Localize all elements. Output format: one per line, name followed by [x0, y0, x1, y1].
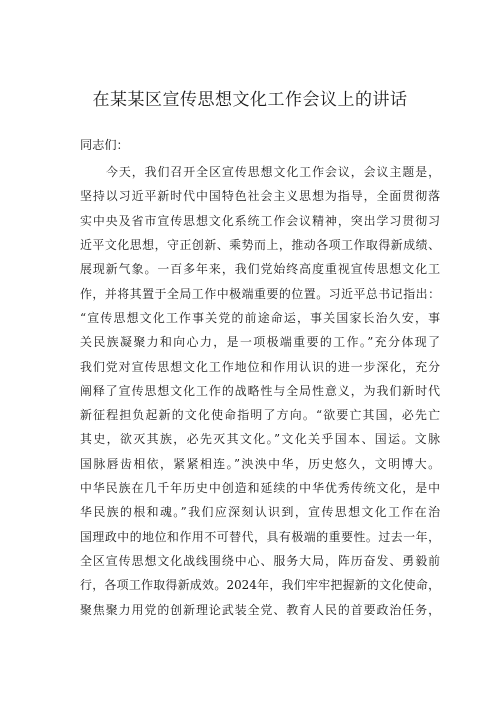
- text-line: 国脉唇齿相依，紧紧相连。”泱泱中华，历史悠久，文明博大。: [80, 456, 440, 471]
- text-line: 展现新气象。一百多年来，我们党始终高度重视宣传思想文化工: [80, 262, 440, 277]
- text-line: “宣传思想文化工作事关党的前途命运，事关国家长治久安，事: [80, 310, 440, 325]
- text-line: 坚持以习近平新时代中国特色社会主义思想为指导，全面贯彻落: [80, 189, 440, 204]
- text-line: 新征程担负起新的文化使命指明了方向。“欲要亡其国，必先亡: [80, 408, 440, 423]
- text-line: 作，并将其置于全局工作中极端重要的位置。习近平总书记指出：: [80, 286, 440, 301]
- text-line: 全区宣传思想文化战线围绕中心、服务大局，阵历奋发、勇毅前: [80, 554, 440, 568]
- text-line: 关民族凝聚力和向心力，是一项极端重要的工作。”充分体现了: [80, 335, 440, 350]
- greeting: 同志们：: [80, 138, 129, 152]
- text-line: 阐释了宣传思想文化工作的战略性与全局性意义，为我们新时代: [80, 383, 440, 398]
- text-line: 实中央及省市宣传思想文化系统工作会议精神，突出学习贯彻习: [80, 213, 440, 228]
- text-line: 我们党对宣传思想文化工作地位和作用认识的进一步深化，充分: [80, 359, 440, 374]
- text-line: 华民族的根和魂。”我们应深刻认识到，宣传思想文化工作在治: [80, 505, 440, 520]
- text-line: 中华民族在几千年历史中创造和延续的中华优秀传统文化，是中: [80, 481, 440, 496]
- text-line: 其史，欲灭其族，必先灭其文化。”文化关乎国本、国运。文脉: [80, 432, 440, 447]
- document-title: 在某某区宣传思想文化工作会议上的讲话: [92, 90, 408, 110]
- body-text: [80, 164, 440, 626]
- text-line: 近平文化思想，守正创新、乘势而上，推动各项工作取得新成绩、: [80, 237, 440, 252]
- text-line: 行，各项工作取得新成效。2024年，我们牢牢把握新的文化使命，: [80, 578, 440, 593]
- text-line: 聚焦聚力用党的创新理论武装全党、教育人民的首要政治任务，: [80, 602, 440, 617]
- text-line: 今天，我们召开全区宣传思想文化工作会议，会议主题是，: [106, 165, 440, 179]
- text-line: 国理政中的地位和作用不可替代，具有极端的重要性。过去一年，: [80, 529, 440, 544]
